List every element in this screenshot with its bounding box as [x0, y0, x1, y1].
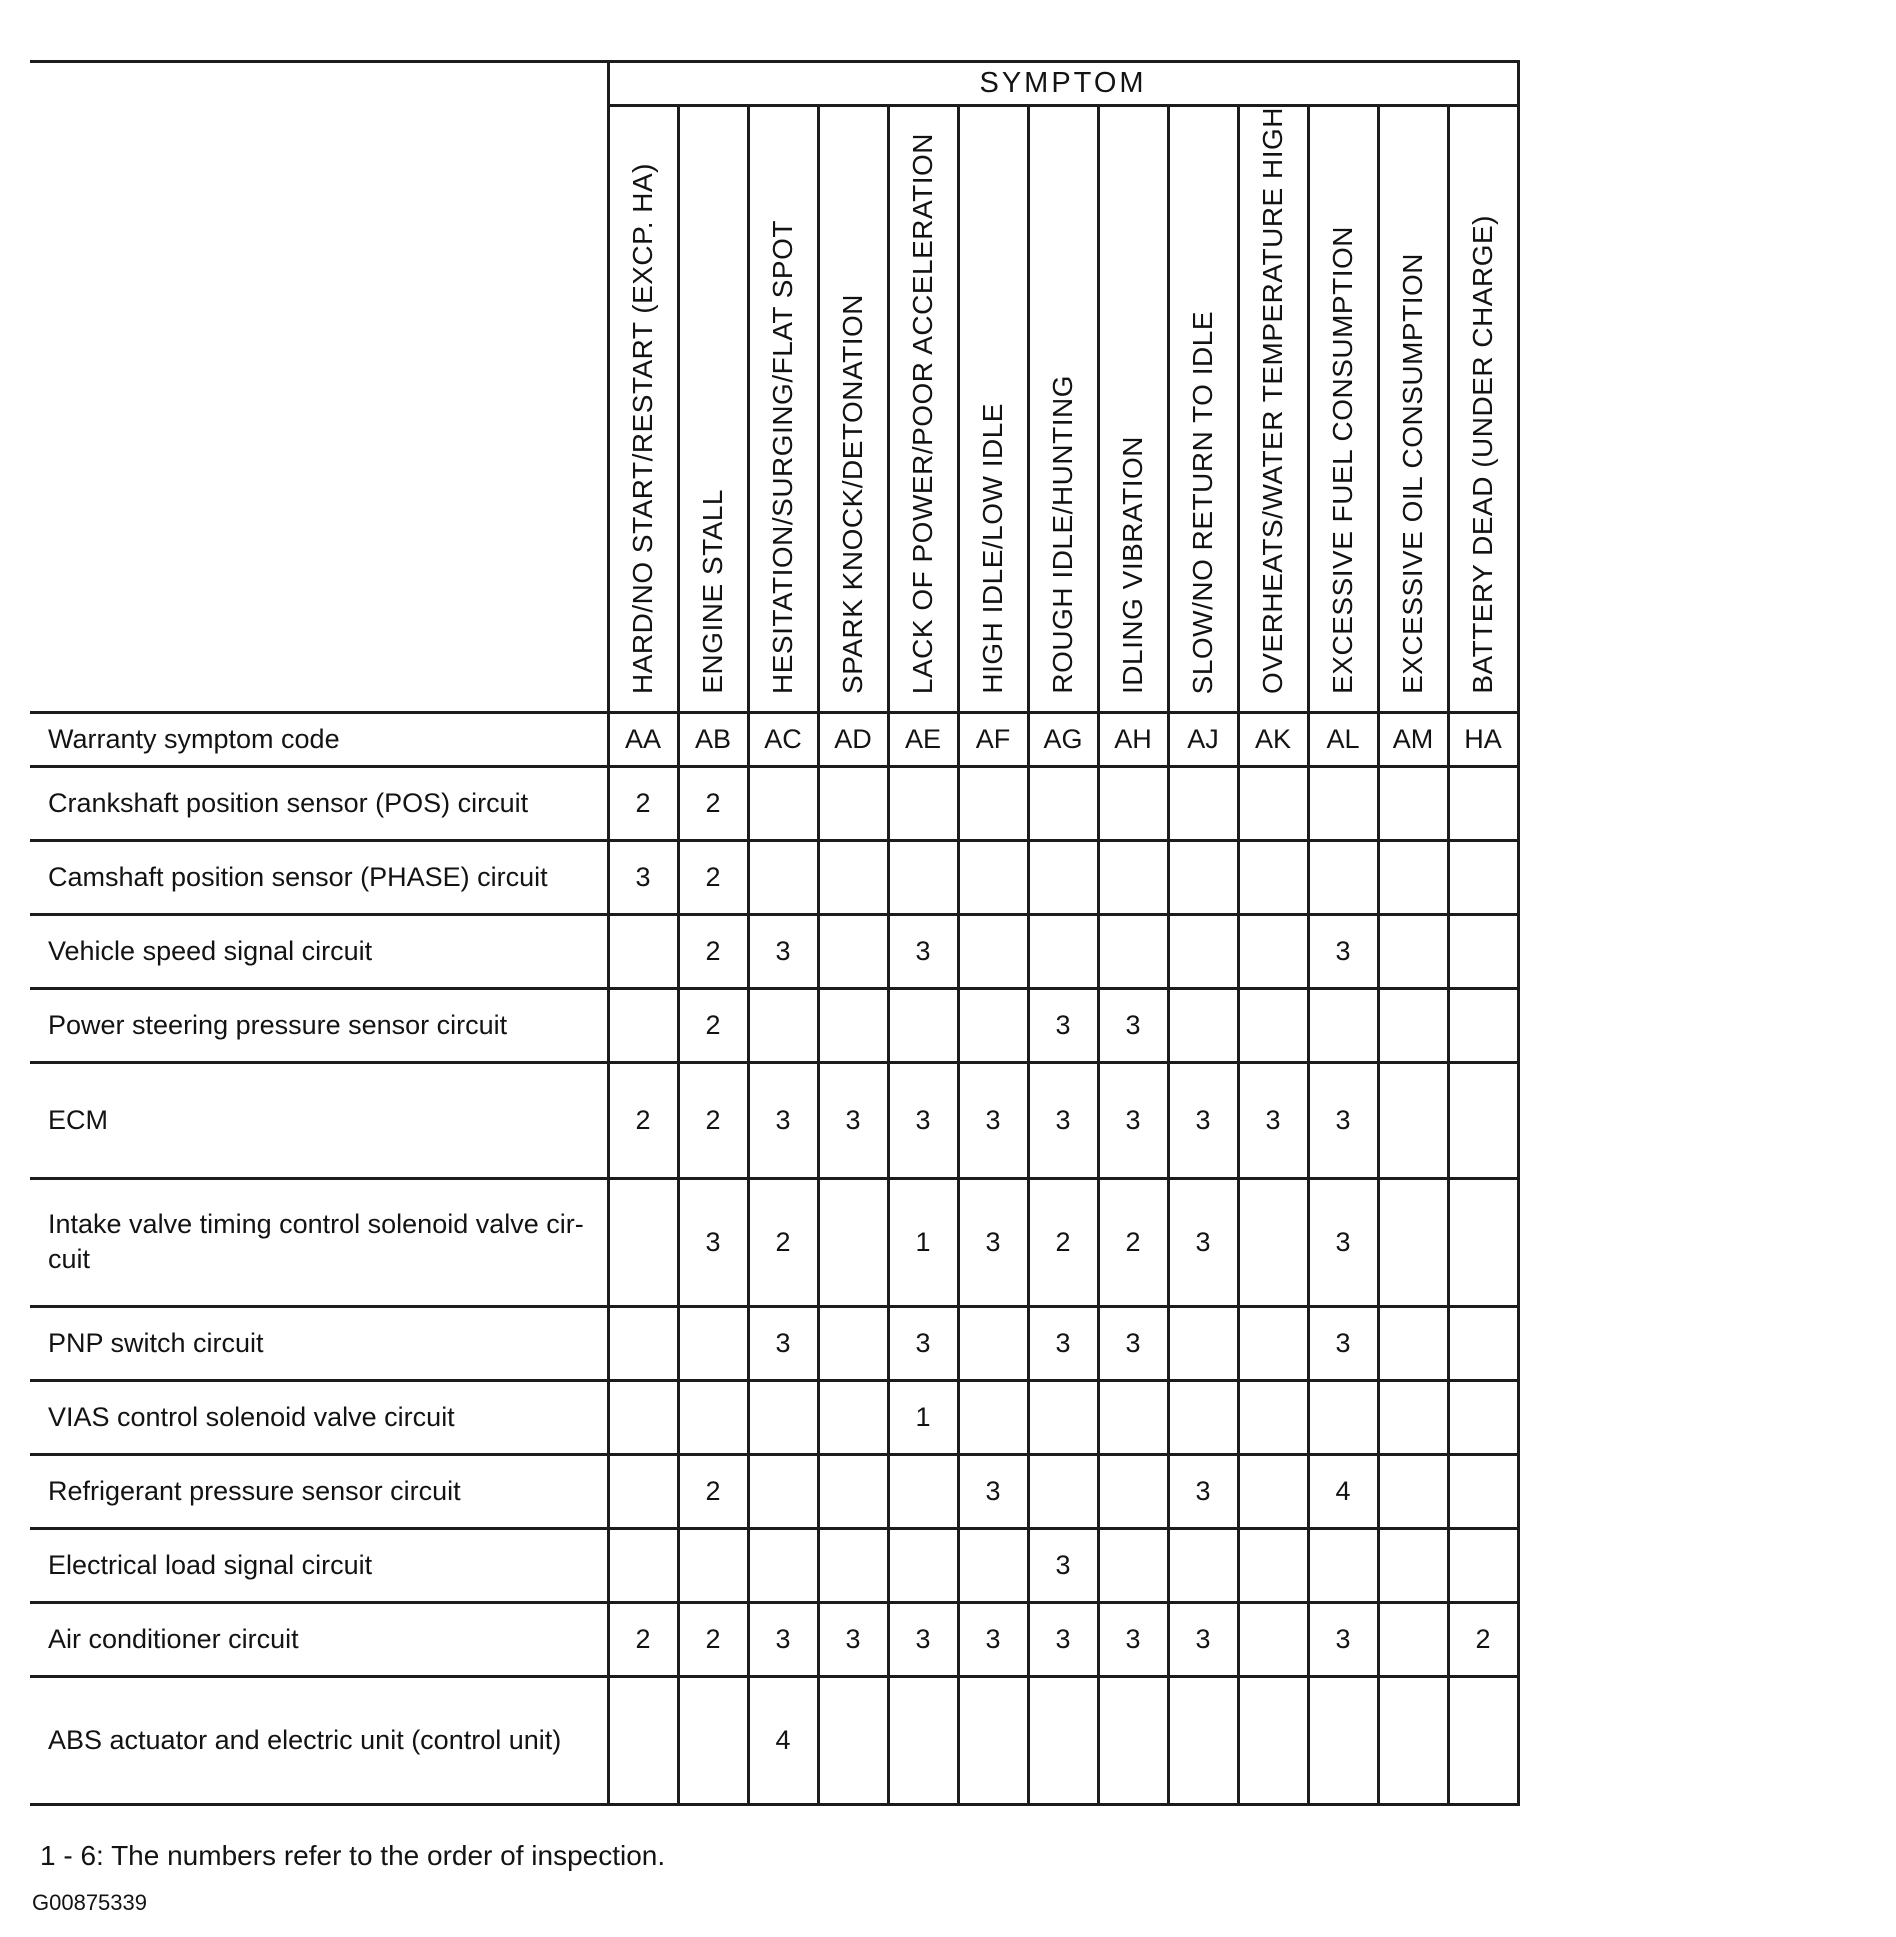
matrix-cell — [608, 1178, 678, 1306]
matrix-cell — [1378, 988, 1448, 1062]
matrix-cell: 2 — [608, 1602, 678, 1676]
matrix-cell — [1238, 1528, 1308, 1602]
matrix-cell: 4 — [1308, 1454, 1378, 1528]
matrix-cell — [818, 766, 888, 840]
matrix-cell — [1098, 914, 1168, 988]
matrix-cell: 3 — [888, 1306, 958, 1380]
matrix-cell — [1378, 914, 1448, 988]
matrix-cell — [1098, 766, 1168, 840]
matrix-cell: 2 — [678, 988, 748, 1062]
matrix-cell — [608, 1528, 678, 1602]
symptom-column-header — [1238, 106, 1308, 713]
matrix-cell: 2 — [748, 1178, 818, 1306]
warranty-code-cell: AC — [748, 712, 818, 766]
matrix-cell — [888, 840, 958, 914]
row-label: ECM — [30, 1062, 608, 1178]
matrix-cell: 1 — [888, 1380, 958, 1454]
row-label: Electrical load signal circuit — [30, 1528, 608, 1602]
matrix-cell — [1378, 1306, 1448, 1380]
row-label: Crankshaft position sensor (POS) circuit — [30, 766, 608, 840]
matrix-cell — [818, 1528, 888, 1602]
warranty-code-cell: AB — [678, 712, 748, 766]
matrix-cell — [1028, 914, 1098, 988]
table-row — [30, 1178, 1518, 1306]
matrix-cell: 3 — [888, 914, 958, 988]
matrix-cell — [1168, 840, 1238, 914]
symptom-column-header — [958, 106, 1028, 713]
matrix-cell: 3 — [678, 1178, 748, 1306]
matrix-cell — [608, 914, 678, 988]
row-label: PNP switch circuit — [30, 1306, 608, 1380]
row-label: Camshaft position sensor (PHASE) circuit — [30, 840, 608, 914]
matrix-cell: 2 — [678, 1062, 748, 1178]
matrix-cell: 3 — [1308, 1178, 1378, 1306]
warranty-code-cell: AJ — [1168, 712, 1238, 766]
symptom-column-header — [818, 106, 888, 713]
matrix-cell — [608, 1454, 678, 1528]
matrix-cell — [888, 1676, 958, 1804]
matrix-cell — [608, 1306, 678, 1380]
symptom-column-header — [748, 106, 818, 713]
matrix-cell — [818, 1306, 888, 1380]
matrix-cell: 3 — [958, 1178, 1028, 1306]
symptom-column-label: HIGH IDLE/LOW IDLE — [977, 403, 1008, 694]
matrix-cell — [888, 1528, 958, 1602]
table-row — [30, 1306, 1518, 1380]
matrix-cell: 3 — [1028, 1306, 1098, 1380]
matrix-cell — [818, 988, 888, 1062]
matrix-cell — [1028, 1454, 1098, 1528]
matrix-cell — [1378, 1676, 1448, 1804]
matrix-cell — [958, 988, 1028, 1062]
matrix-cell — [678, 1306, 748, 1380]
symptom-column-header — [678, 106, 748, 713]
table-row — [30, 988, 1518, 1062]
matrix-cell — [1028, 1676, 1098, 1804]
warranty-code-cell: AK — [1238, 712, 1308, 766]
row-label: ABS actuator and electric unit (control unit) — [30, 1676, 608, 1804]
matrix-cell — [1168, 1676, 1238, 1804]
matrix-cell: 3 — [1028, 1062, 1098, 1178]
matrix-cell — [1448, 1454, 1518, 1528]
matrix-cell — [958, 914, 1028, 988]
matrix-cell: 3 — [1238, 1062, 1308, 1178]
diagnosis-table — [30, 60, 1520, 1806]
matrix-cell — [748, 840, 818, 914]
matrix-cell — [1448, 1380, 1518, 1454]
warranty-code-cell: AM — [1378, 712, 1448, 766]
matrix-cell — [1168, 766, 1238, 840]
matrix-cell — [818, 1676, 888, 1804]
matrix-cell: 3 — [1168, 1062, 1238, 1178]
matrix-cell — [678, 1676, 748, 1804]
matrix-cell — [1378, 1380, 1448, 1454]
table-row — [30, 914, 1518, 988]
warranty-code-cell: AA — [608, 712, 678, 766]
matrix-cell: 3 — [748, 914, 818, 988]
symptom-column-header — [1098, 106, 1168, 713]
matrix-cell — [958, 840, 1028, 914]
matrix-cell: 3 — [1308, 1306, 1378, 1380]
matrix-body — [30, 766, 1518, 1804]
matrix-cell — [1378, 1454, 1448, 1528]
matrix-cell — [1238, 840, 1308, 914]
symptom-column-label: ENGINE STALL — [697, 489, 728, 694]
figure-id: G00875339 — [32, 1889, 147, 1915]
warranty-code-cell: HA — [1448, 712, 1518, 766]
corner-spacer-top — [30, 62, 608, 106]
matrix-cell — [1168, 1528, 1238, 1602]
matrix-cell — [1308, 1528, 1378, 1602]
symptom-column-header — [1448, 106, 1518, 713]
matrix-cell — [818, 1178, 888, 1306]
matrix-cell — [1028, 766, 1098, 840]
row-label: Intake valve timing control solenoid valve circuit — [30, 1178, 608, 1306]
matrix-cell — [748, 988, 818, 1062]
matrix-cell — [748, 1454, 818, 1528]
matrix-cell — [748, 1528, 818, 1602]
matrix-cell — [1448, 1528, 1518, 1602]
matrix-cell — [1448, 766, 1518, 840]
matrix-cell: 3 — [1098, 1306, 1168, 1380]
matrix-cell: 2 — [1448, 1602, 1518, 1676]
matrix-cell — [888, 988, 958, 1062]
matrix-cell — [1378, 1062, 1448, 1178]
matrix-cell — [818, 914, 888, 988]
matrix-cell — [1028, 1380, 1098, 1454]
symptom-labels-row — [30, 106, 1518, 713]
row-label: Power steering pressure sensor circuit — [30, 988, 608, 1062]
matrix-cell — [678, 1380, 748, 1454]
matrix-cell: 2 — [608, 1062, 678, 1178]
symptom-column-header — [1308, 106, 1378, 713]
matrix-cell — [1448, 988, 1518, 1062]
warranty-code-cell: AL — [1308, 712, 1378, 766]
matrix-cell — [958, 1380, 1028, 1454]
table-row — [30, 1454, 1518, 1528]
symptom-column-label: OVERHEATS/WATER TEMPERATURE HIGH — [1257, 107, 1288, 694]
matrix-cell: 3 — [888, 1062, 958, 1178]
symptom-column-header — [1378, 106, 1448, 713]
matrix-cell: 3 — [748, 1062, 818, 1178]
table-row — [30, 1380, 1518, 1454]
symptom-column-header — [608, 106, 678, 713]
row-label: Vehicle speed signal circuit — [30, 914, 608, 988]
matrix-cell — [1308, 766, 1378, 840]
matrix-cell: 2 — [678, 1602, 748, 1676]
symptom-column-label: HESITATION/SURGING/FLAT SPOT — [767, 219, 798, 694]
matrix-cell: 3 — [1308, 1062, 1378, 1178]
symptom-column-label: EXCESSIVE FUEL CONSUMPTION — [1327, 226, 1358, 694]
matrix-cell — [1308, 1380, 1378, 1454]
matrix-cell — [958, 1528, 1028, 1602]
matrix-cell: 3 — [1098, 988, 1168, 1062]
matrix-cell: 1 — [888, 1178, 958, 1306]
matrix-cell — [1238, 1380, 1308, 1454]
warranty-code-cell: AH — [1098, 712, 1168, 766]
symptom-header: SYMPTOM — [608, 62, 1518, 106]
matrix-cell: 3 — [888, 1602, 958, 1676]
symptom-column-label: ROUGH IDLE/HUNTING — [1047, 375, 1078, 694]
matrix-cell — [818, 1454, 888, 1528]
matrix-cell — [1378, 1178, 1448, 1306]
matrix-cell — [748, 1380, 818, 1454]
matrix-cell: 3 — [748, 1306, 818, 1380]
matrix-cell — [1238, 1454, 1308, 1528]
matrix-cell: 3 — [1098, 1062, 1168, 1178]
matrix-cell: 3 — [1098, 1602, 1168, 1676]
matrix-cell — [1098, 840, 1168, 914]
table-row — [30, 1062, 1518, 1178]
matrix-cell — [958, 766, 1028, 840]
warranty-code-cell: AG — [1028, 712, 1098, 766]
matrix-cell — [958, 1306, 1028, 1380]
matrix-cell — [678, 1528, 748, 1602]
warranty-code-row — [30, 712, 1518, 766]
matrix-cell: 3 — [958, 1454, 1028, 1528]
warranty-code-cell: AE — [888, 712, 958, 766]
matrix-cell: 2 — [1098, 1178, 1168, 1306]
symptom-column-label: HARD/NO START/RESTART (EXCP. HA) — [627, 162, 658, 694]
matrix-cell: 3 — [818, 1062, 888, 1178]
matrix-cell — [1238, 1676, 1308, 1804]
symptom-column-label: BATTERY DEAD (UNDER CHARGE) — [1467, 215, 1499, 694]
table-row — [30, 1528, 1518, 1602]
matrix-cell: 2 — [678, 840, 748, 914]
matrix-cell: 2 — [1028, 1178, 1098, 1306]
matrix-cell — [1238, 988, 1308, 1062]
symptom-column-header — [1168, 106, 1238, 713]
footnote: 1 - 6: The numbers refer to the order of inspection. — [40, 1839, 666, 1871]
matrix-cell — [1448, 840, 1518, 914]
symptom-column-label: EXCESSIVE OIL CONSUMPTION — [1397, 253, 1428, 694]
row-label: Air conditioner circuit — [30, 1602, 608, 1676]
matrix-cell: 3 — [1168, 1454, 1238, 1528]
matrix-cell — [1448, 1306, 1518, 1380]
matrix-cell — [1378, 840, 1448, 914]
matrix-cell — [1308, 988, 1378, 1062]
matrix-cell: 3 — [1308, 914, 1378, 988]
warranty-code-cell: AD — [818, 712, 888, 766]
matrix-cell — [1378, 1602, 1448, 1676]
matrix-cell — [1448, 1676, 1518, 1804]
matrix-cell — [1098, 1380, 1168, 1454]
matrix-cell: 3 — [1028, 1602, 1098, 1676]
matrix-cell — [608, 1380, 678, 1454]
matrix-cell — [1238, 1306, 1308, 1380]
matrix-cell — [1238, 914, 1308, 988]
table-row — [30, 1676, 1518, 1804]
matrix-cell — [748, 766, 818, 840]
matrix-cell: 3 — [1168, 1178, 1238, 1306]
matrix-cell: 3 — [608, 840, 678, 914]
matrix-cell — [1168, 988, 1238, 1062]
matrix-cell — [958, 1676, 1028, 1804]
matrix-cell — [1168, 1380, 1238, 1454]
matrix-cell: 3 — [1308, 1602, 1378, 1676]
symptom-column-label: SLOW/NO RETURN TO IDLE — [1187, 310, 1218, 694]
matrix-cell: 3 — [818, 1602, 888, 1676]
row-label: VIAS control solenoid valve circuit — [30, 1380, 608, 1454]
matrix-cell — [1028, 840, 1098, 914]
matrix-cell — [818, 840, 888, 914]
matrix-cell: 3 — [958, 1062, 1028, 1178]
symptom-column-header — [1028, 106, 1098, 713]
matrix-cell — [818, 1380, 888, 1454]
matrix-cell: 3 — [748, 1602, 818, 1676]
row-label: Refrigerant pressure sensor circuit — [30, 1454, 608, 1528]
matrix-cell: 2 — [678, 914, 748, 988]
matrix-cell: 2 — [678, 1454, 748, 1528]
matrix-cell — [1378, 766, 1448, 840]
matrix-cell — [1238, 766, 1308, 840]
matrix-cell — [608, 988, 678, 1062]
matrix-cell: 4 — [748, 1676, 818, 1804]
matrix-cell: 2 — [608, 766, 678, 840]
symptom-header-row — [30, 62, 1518, 106]
matrix-cell — [1168, 914, 1238, 988]
matrix-cell: 3 — [1028, 988, 1098, 1062]
matrix-cell — [1098, 1528, 1168, 1602]
symptom-column-label: IDLING VIBRATION — [1117, 435, 1148, 694]
warranty-code-cell: AF — [958, 712, 1028, 766]
matrix-cell — [1448, 914, 1518, 988]
symptom-column-label: SPARK KNOCK/DETONATION — [837, 293, 868, 694]
matrix-cell — [1238, 1602, 1308, 1676]
matrix-cell: 2 — [678, 766, 748, 840]
matrix-cell — [1308, 1676, 1378, 1804]
matrix-cell — [1448, 1178, 1518, 1306]
matrix-cell — [1448, 1062, 1518, 1178]
matrix-cell: 3 — [958, 1602, 1028, 1676]
matrix-cell — [1308, 840, 1378, 914]
corner-spacer-left — [30, 106, 608, 713]
symptom-column-header — [888, 106, 958, 713]
table-row — [30, 1602, 1518, 1676]
matrix-cell — [1098, 1454, 1168, 1528]
matrix-cell — [1238, 1178, 1308, 1306]
warranty-row-label: Warranty symptom code — [30, 712, 608, 766]
table-row — [30, 840, 1518, 914]
matrix-cell — [888, 1454, 958, 1528]
matrix-cell — [1098, 1676, 1168, 1804]
matrix-cell — [1378, 1528, 1448, 1602]
matrix-cell — [608, 1676, 678, 1804]
matrix-cell — [1168, 1306, 1238, 1380]
symptom-column-label: LACK OF POWER/POOR ACCELERATION — [907, 132, 938, 694]
table-row — [30, 766, 1518, 840]
matrix-cell — [888, 766, 958, 840]
matrix-cell: 3 — [1168, 1602, 1238, 1676]
matrix-cell: 3 — [1028, 1528, 1098, 1602]
